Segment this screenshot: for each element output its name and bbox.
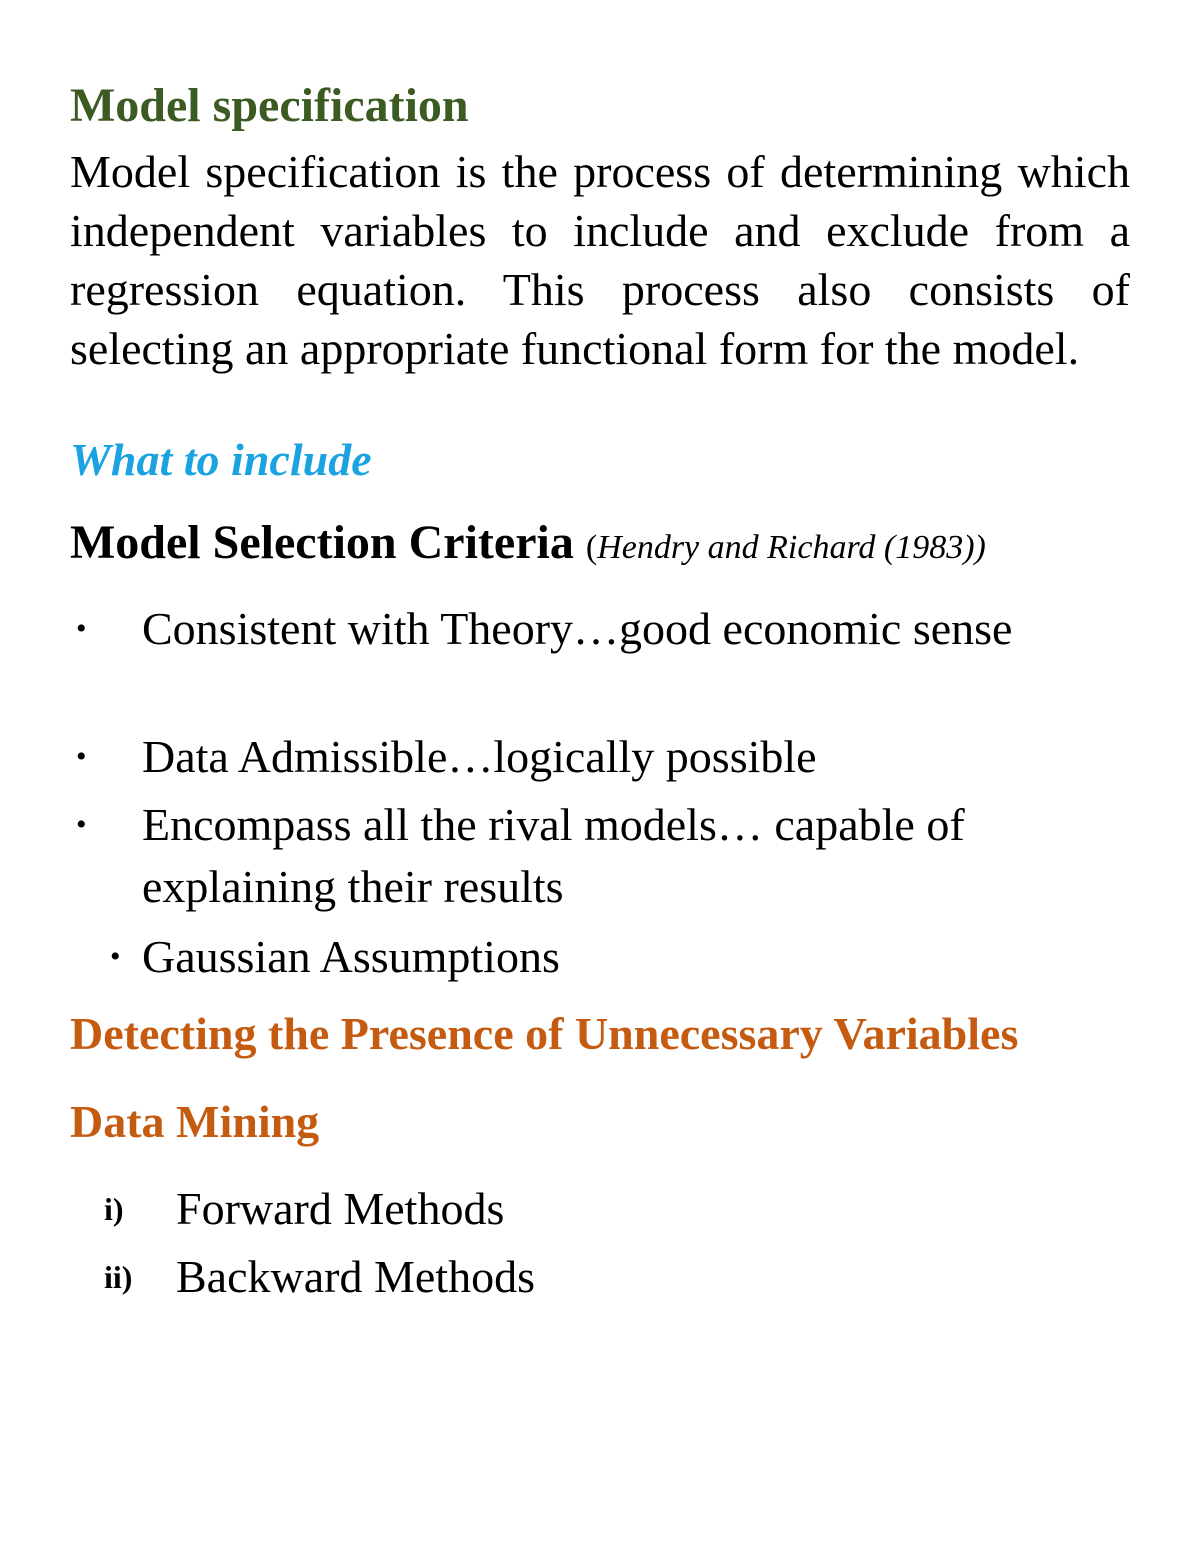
what-to-include-subheading: What to include <box>70 434 372 485</box>
method-label: Backward Methods <box>176 1251 535 1302</box>
detecting-unnecessary-variables-heading: Detecting the Presence of Unnecessary Variables <box>70 1008 1019 1059</box>
model-specification-paragraph: Model specification is the process of determining which independent variables to include and exclude from a regression equation. This process also consists of selecting an appropriate functional form for the model. <box>70 146 1130 374</box>
bullet-icon: • <box>76 808 87 841</box>
model-selection-criteria-heading <box>70 514 986 577</box>
bullet-text: Encompass all the rival models… capable of explaining their results <box>142 799 965 912</box>
bullet-icon: • <box>76 740 87 773</box>
citation-open-paren: ( <box>585 529 598 566</box>
data-mining-heading: Data Mining <box>70 1096 320 1147</box>
method-label: Forward Methods <box>176 1183 505 1234</box>
method-number: ii) <box>104 1259 133 1295</box>
bullet-icon: • <box>76 612 87 645</box>
bullet-text: Consistent with Theory…good economic sense <box>142 603 1013 654</box>
citation-text: Hendry and Richard (1983)) <box>597 529 986 566</box>
bullet-text: Data Admissible…logically possible <box>142 731 817 782</box>
bullet-icon: • <box>110 940 121 973</box>
bullet-text: Gaussian Assumptions <box>142 931 560 982</box>
criteria-citation <box>586 529 986 566</box>
model-specification-heading: Model specification <box>70 79 469 132</box>
method-number: i) <box>104 1191 124 1227</box>
criteria-title: Model Selection Criteria <box>70 516 574 569</box>
